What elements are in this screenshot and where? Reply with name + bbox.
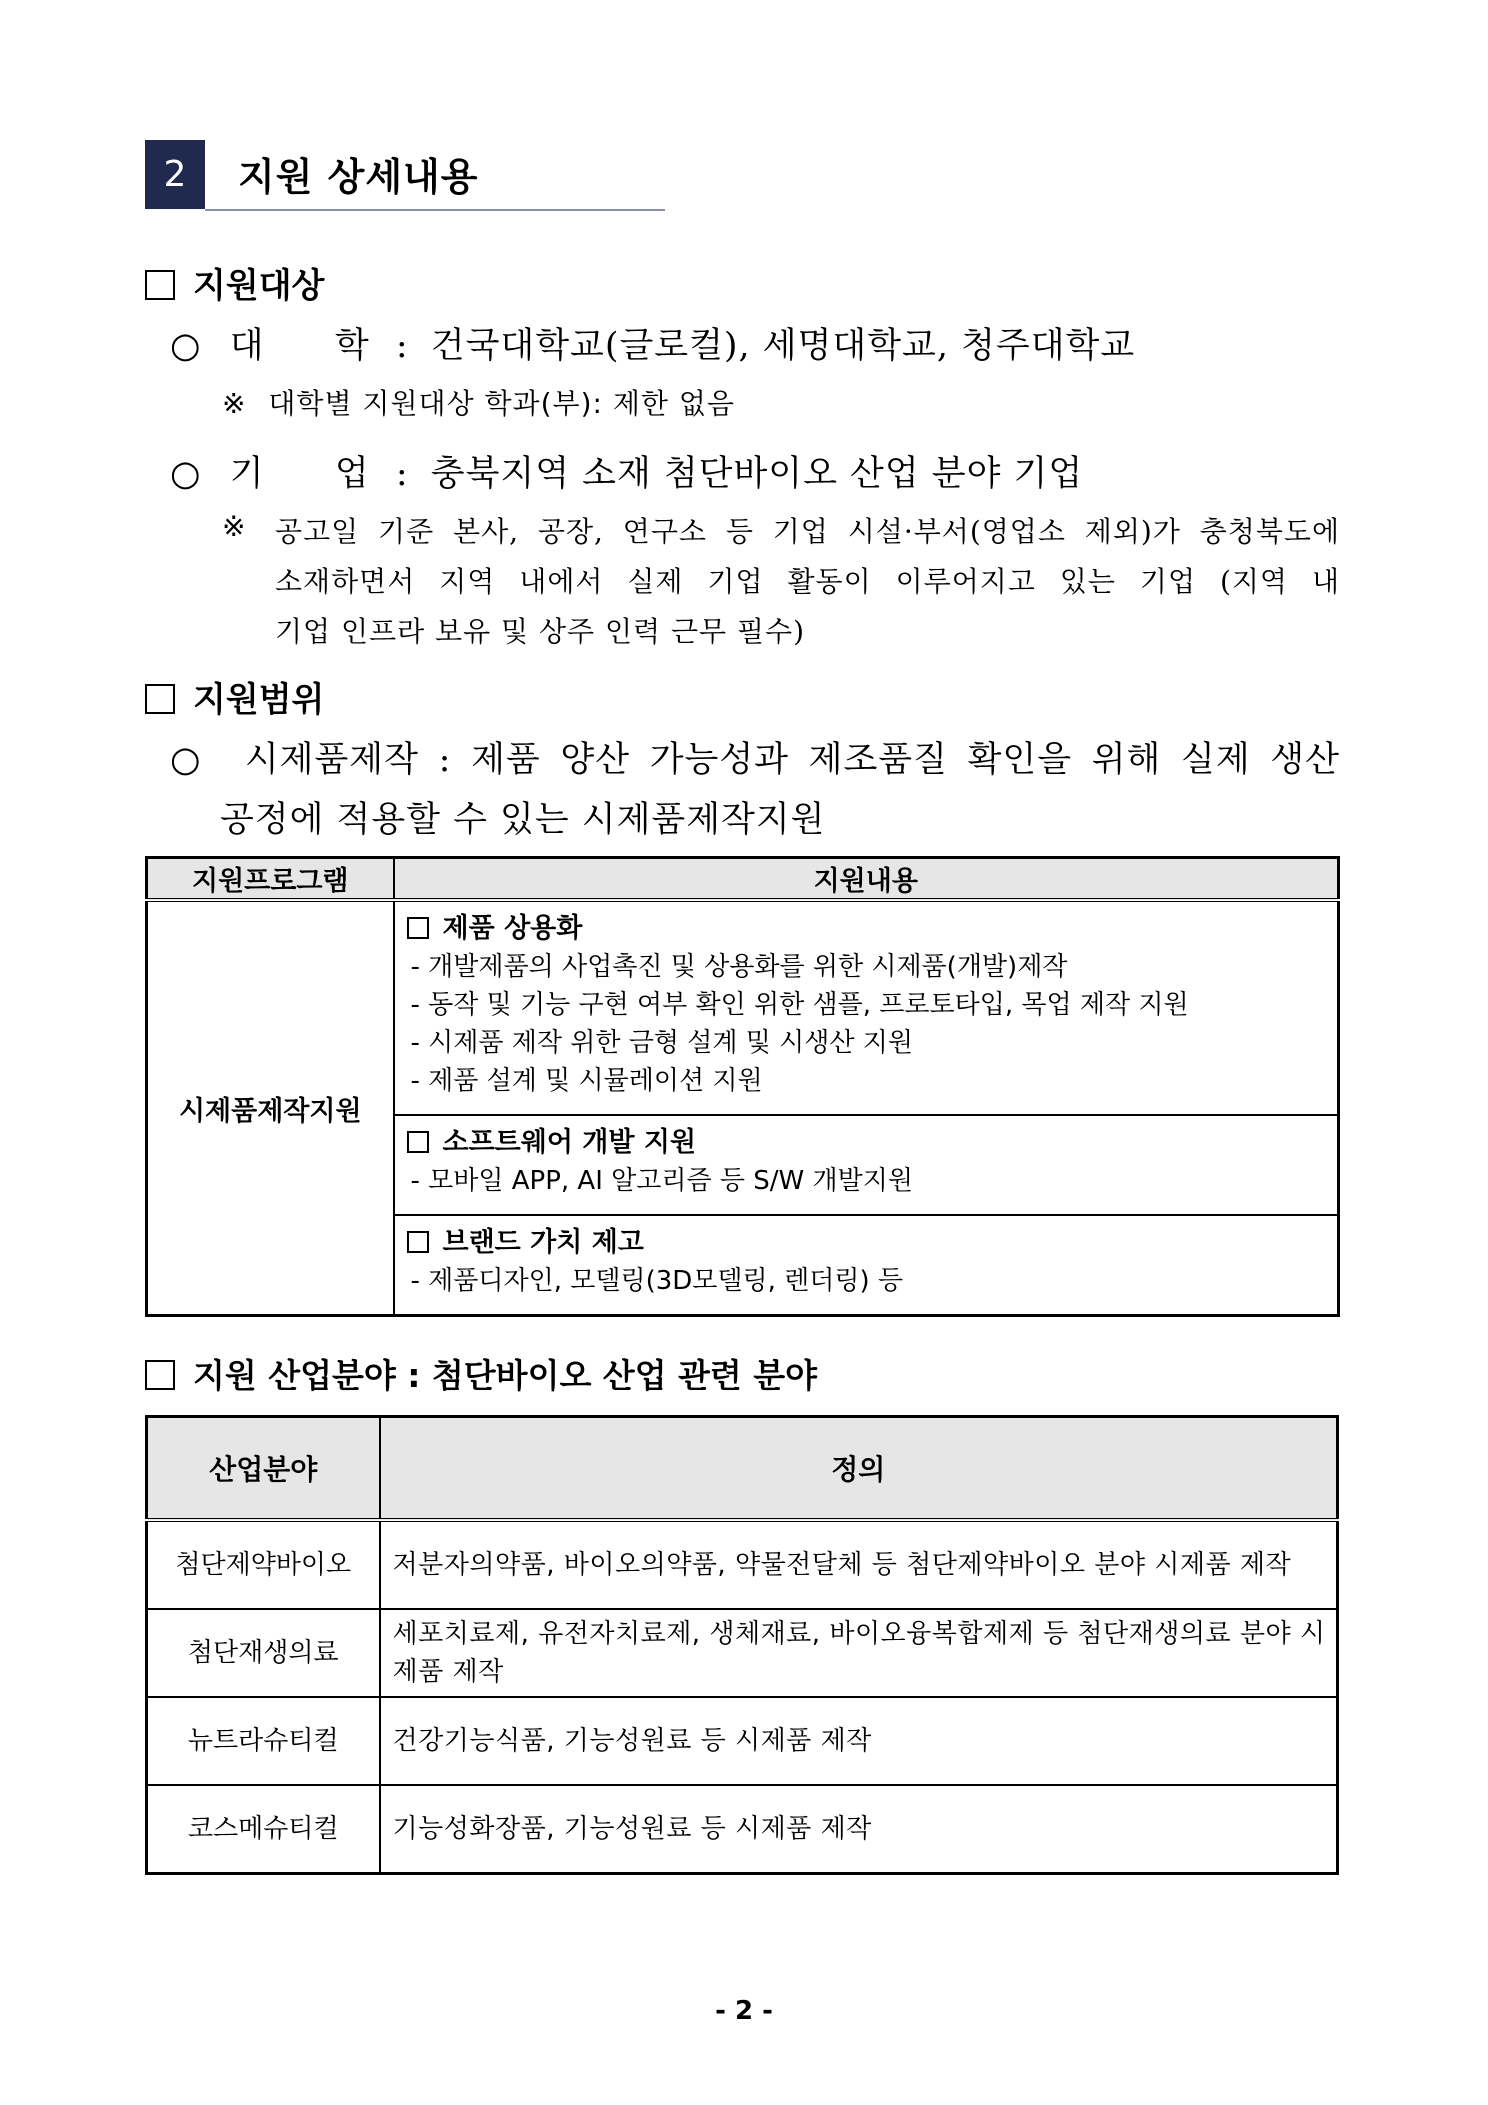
block-line: - 동작 및 기능 구현 여부 확인 위한 샘플, 프로토타입, 목업 제작 지원 — [410, 990, 1189, 1020]
industry-field: 뉴트라슈티컬 — [147, 1697, 380, 1785]
block-line: - 제품 설계 및 시뮬레이션 지원 — [410, 1066, 763, 1096]
circle-bullet-icon: ○ — [170, 326, 202, 366]
university-colon: : — [395, 326, 409, 366]
industry-field: 코스메슈티컬 — [147, 1785, 380, 1874]
scope-item-line-1 — [170, 732, 1340, 782]
block-line: - 제품디자인, 모델링(3D모델링, 렌더링) 등 — [410, 1266, 904, 1296]
targets-heading: 지원대상 — [145, 258, 324, 307]
industry-field: 첨단재생의료 — [147, 1609, 380, 1697]
checkbox-square-icon — [407, 917, 429, 939]
block-line: - 시제품 제작 위한 금형 설계 및 시생산 지원 — [410, 1028, 913, 1058]
industry-table-header-definition: 정의 — [380, 1417, 1338, 1521]
company-note-line-2: 소재하면서 지역 내에서 실제 기업 활동이 이루어지고 있는 기업 (지역 내 — [275, 565, 1340, 598]
page-number: - 2 - — [715, 1996, 773, 2026]
university-label: 대 학 — [229, 326, 370, 366]
program-name-cell: 시제품제작지원 — [147, 900, 394, 1316]
industry-table-header — [147, 1417, 1338, 1521]
section-title: 지원 상세내용 — [238, 155, 479, 199]
university-note — [222, 382, 735, 422]
section-underline — [205, 209, 665, 211]
program-table-header-content: 지원내용 — [394, 858, 1339, 901]
industry-field: 첨단제약바이오 — [147, 1520, 380, 1609]
checkbox-square-icon — [407, 1231, 429, 1253]
industry-table — [145, 1415, 1339, 1875]
university-note-text: 대학별 지원대상 학과(부): 제한 없음 — [268, 387, 735, 420]
scope-item-line-2: 공정에 적용할 수 있는 시제품제작지원 — [220, 800, 826, 840]
block-line: - 모바일 APP, AI 알고리즘 등 S/W 개발지원 — [410, 1166, 913, 1196]
company-colon: : — [395, 454, 409, 494]
content-block-cell — [394, 1215, 1339, 1316]
industry-definition: 기능성화장품, 기능성원료 등 시제품 제작 — [380, 1785, 1338, 1874]
company-label: 기 업 — [229, 454, 370, 494]
table-row — [147, 1609, 1338, 1697]
scope-item-text: 시제품제작 : 제품 양산 가능성과 제조품질 확인을 위해 실제 생산 — [244, 740, 1340, 780]
circle-bullet-icon: ○ — [170, 454, 202, 494]
section-number: 2 — [145, 140, 205, 209]
industry-definition: 건강기능식품, 기능성원료 등 시제품 제작 — [380, 1697, 1338, 1785]
company-note-line-1: 공고일 기준 본사, 공장, 연구소 등 기업 시설·부서(영업소 제외)가 충청북도에 — [275, 515, 1340, 548]
program-table-header — [147, 858, 1339, 901]
program-table-header-program: 지원프로그램 — [147, 858, 394, 901]
checkbox-square-icon — [145, 270, 175, 300]
reference-mark-icon: ※ — [222, 387, 247, 420]
block-title: 제품 상용화 — [407, 910, 1328, 948]
table-row — [147, 900, 1339, 1115]
checkbox-square-icon — [407, 1131, 429, 1153]
table-row — [147, 1697, 1338, 1785]
company-note-line-3: 기업 인프라 보유 및 상주 인력 근무 필수) — [275, 615, 805, 648]
block-line: - 개발제품의 사업촉진 및 상용화를 위한 시제품(개발)제작 — [410, 952, 1068, 982]
checkbox-square-icon — [145, 684, 175, 714]
checkbox-square-icon — [145, 1360, 175, 1390]
content-block-cell — [394, 1115, 1339, 1215]
block-title: 브랜드 가치 제고 — [407, 1224, 1328, 1262]
university-value: 건국대학교(글로컬), 세명대학교, 청주대학교 — [430, 326, 1136, 366]
company-item — [170, 446, 1083, 496]
circle-bullet-icon: ○ — [170, 740, 210, 780]
industry-table-header-field: 산업분야 — [147, 1417, 380, 1521]
industry-definition: 세포치료제, 유전자치료제, 생체재료, 바이오융복합제제 등 첨단재생의료 분야 시제품 제작 — [380, 1609, 1338, 1697]
scope-heading: 지원범위 — [145, 672, 324, 721]
table-row — [147, 1520, 1338, 1609]
table-row — [147, 1785, 1338, 1874]
industry-heading: 지원 산업분야 : 첨단바이오 산업 관련 분야 — [145, 1350, 817, 1397]
block-title: 소프트웨어 개발 지원 — [407, 1124, 1328, 1162]
university-item — [170, 318, 1135, 368]
content-block-cell — [394, 900, 1339, 1115]
company-value: 충북지역 소재 첨단바이오 산업 분야 기업 — [430, 454, 1084, 494]
program-table — [145, 856, 1340, 1317]
company-note-mark: ※ — [222, 510, 247, 543]
industry-definition: 저분자의약품, 바이오의약품, 약물전달체 등 첨단제약바이오 분야 시제품 제작 — [380, 1520, 1338, 1609]
